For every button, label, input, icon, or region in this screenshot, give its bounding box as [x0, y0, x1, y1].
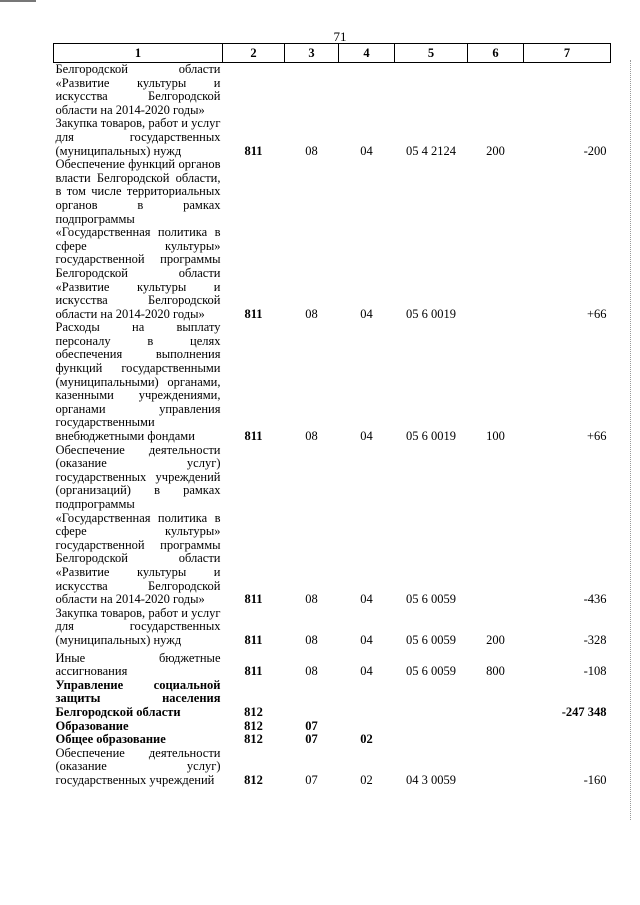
row-name: Управление социальной защиты населения Белгородской области — [55, 677, 221, 719]
row-type — [468, 679, 524, 720]
row-type — [468, 444, 524, 607]
row-subsection: 04 — [360, 632, 373, 647]
row-section: 07 — [305, 718, 318, 733]
table-row — [54, 720, 611, 734]
row-subsection: 04 — [360, 592, 373, 607]
header-col-6: 6 — [468, 44, 524, 63]
row-ministry: 811 — [244, 592, 263, 607]
table-row — [54, 733, 611, 747]
row-name: Белгородской области «Развитие культуры и искусства Белгородской области на 2014-2020 годы» — [55, 62, 221, 117]
header-row — [54, 44, 611, 63]
header-col-5: 5 — [395, 44, 468, 63]
row-section — [285, 679, 339, 720]
row-section: 08 — [305, 632, 318, 647]
row-section: 07 — [305, 732, 318, 747]
row-target: 05 4 2124 — [406, 143, 456, 158]
top-edge-line — [0, 0, 36, 2]
header-col-2: 2 — [223, 44, 285, 63]
row-amount: -247 348 — [561, 704, 607, 719]
row-amount: -108 — [583, 664, 607, 679]
row-amount: -160 — [583, 772, 607, 787]
row-type: 100 — [486, 429, 505, 444]
table-row — [54, 63, 611, 118]
row-type — [468, 158, 524, 321]
row-target: 05 6 0059 — [406, 632, 456, 647]
row-section: 08 — [305, 592, 318, 607]
row-target: 04 3 0059 — [406, 772, 456, 787]
row-subsection: 04 — [360, 429, 373, 444]
row-type: 800 — [486, 664, 505, 679]
table-row — [54, 747, 611, 788]
right-edge-mark — [630, 60, 632, 820]
row-section: 08 — [305, 306, 318, 321]
row-subsection: 04 — [360, 664, 373, 679]
header-col-3: 3 — [285, 44, 339, 63]
row-target — [395, 733, 468, 747]
row-amount: -200 — [583, 143, 607, 158]
table-row — [54, 652, 611, 679]
row-name: Образование — [55, 718, 129, 733]
row-target — [395, 63, 468, 118]
row-ministry: 811 — [244, 664, 263, 679]
table-row — [54, 444, 611, 607]
row-subsection — [339, 679, 395, 720]
row-ministry: 812 — [244, 704, 263, 719]
row-name: Общее образование — [55, 732, 166, 747]
row-type: 200 — [486, 143, 505, 158]
row-amount — [524, 733, 611, 747]
row-section: 08 — [305, 664, 318, 679]
table-row — [54, 158, 611, 321]
row-section: 08 — [305, 143, 318, 158]
table-row — [54, 679, 611, 720]
row-amount: -436 — [583, 592, 607, 607]
row-type — [468, 63, 524, 118]
row-amount — [524, 720, 611, 734]
row-amount — [524, 63, 611, 118]
row-ministry: 811 — [244, 632, 263, 647]
row-section: 08 — [305, 429, 318, 444]
row-ministry: 811 — [244, 306, 263, 321]
row-subsection — [339, 720, 395, 734]
row-target: 05 6 0059 — [406, 664, 456, 679]
header-col-4: 4 — [339, 44, 395, 63]
row-name: Обеспечение деятельности (оказание услуг) государственных учреждений — [55, 745, 221, 787]
row-name: Закупка товаров, работ и услуг для государственных (муниципальных) нужд — [55, 116, 221, 158]
row-ministry: 812 — [244, 718, 263, 733]
row-subsection — [339, 63, 395, 118]
row-type — [468, 720, 524, 734]
page-number: 71 — [333, 29, 347, 44]
row-name: Расходы на выплату персоналу в целях обеспечения выполнения функций государственными (муниципальными) органами, казенными учреждениями, органами управления государственными внебюджетными фондами — [55, 320, 221, 444]
row-ministry: 811 — [244, 143, 263, 158]
row-section — [285, 63, 339, 118]
row-target: 05 6 0059 — [406, 592, 456, 607]
row-section: 07 — [305, 772, 318, 787]
row-name: Обеспечение деятельности (оказание услуг) государственных учреждений (организаций) в рамках подпрограммы «Государственная политика в сфере культуры» государственной программы Белгородской области «Развитие культуры и искусства Белгородской области на 2014-2020 годы» — [55, 442, 221, 607]
row-ministry: 812 — [244, 772, 263, 787]
row-type — [468, 733, 524, 747]
table-row — [54, 607, 611, 648]
row-name: Обеспечение функций органов власти Белгородской области, в том числе территориальных органов в рамках подпрограммы «Государственная политика в сфере культуры» государственной программы Белгородской области «Развитие культуры и искусства Белгородской области на 2014-2020 годы» — [55, 157, 221, 321]
row-amount: +66 — [586, 429, 607, 444]
row-target: 05 6 0019 — [406, 429, 456, 444]
header-col-7: 7 — [524, 44, 611, 63]
row-name: Закупка товаров, работ и услуг для государственных (муниципальных) нужд — [55, 605, 221, 647]
row-name: Иные бюджетные ассигнования — [55, 650, 221, 679]
row-subsection: 02 — [360, 772, 373, 787]
row-ministry — [223, 63, 285, 118]
row-ministry: 811 — [244, 429, 263, 444]
row-ministry: 812 — [244, 732, 263, 747]
row-amount: +66 — [586, 306, 607, 321]
table-row — [54, 321, 611, 443]
row-target: 05 6 0019 — [406, 306, 456, 321]
row-subsection: 04 — [360, 143, 373, 158]
header-col-1: 1 — [54, 44, 223, 63]
budget-table — [53, 43, 611, 787]
row-type — [468, 747, 524, 788]
row-subsection: 04 — [360, 306, 373, 321]
table-row — [54, 117, 611, 158]
row-target — [395, 720, 468, 734]
row-amount: -328 — [583, 632, 607, 647]
row-subsection: 02 — [360, 732, 373, 747]
row-type: 200 — [486, 632, 505, 647]
row-target — [395, 679, 468, 720]
